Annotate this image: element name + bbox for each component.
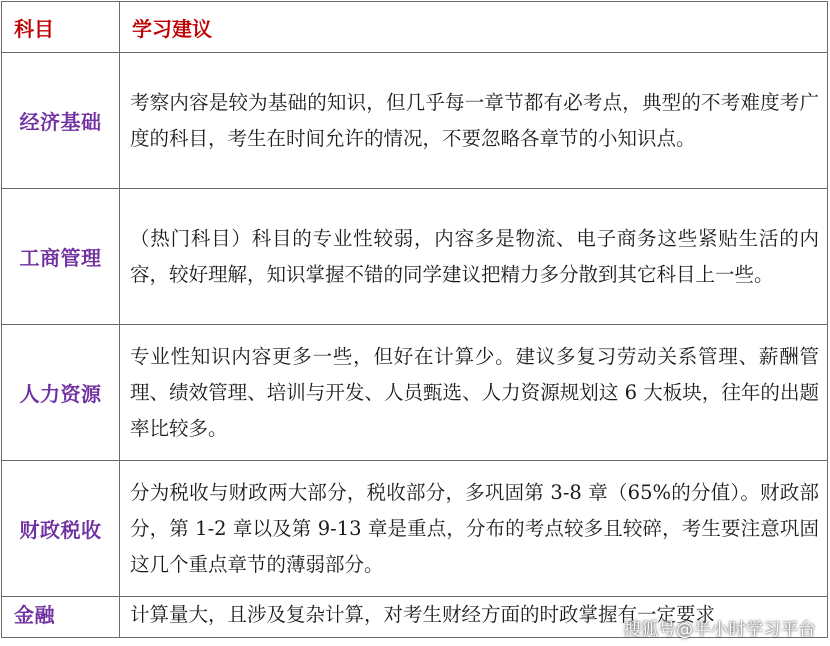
header-subject: 科目: [2, 2, 120, 53]
watermark: 搜狐号@半小时学习平台: [623, 620, 816, 640]
subject-cell: 财政税收: [2, 461, 120, 597]
subject-cell: 金融: [2, 597, 120, 638]
advice-cell: （热门科目）科目的专业性较弱，内容多是物流、电子商务这些紧贴生活的内容，较好理解，知识掌握不错的同学建议把精力多分散到其它科目上一些。: [120, 189, 828, 325]
table-header-row: [2, 2, 828, 53]
advice-cell: 考察内容是较为基础的知识，但几乎每一章节都有必考点，典型的不考难度考广度的科目，考生在时间允许的情况，不要忽略各章节的小知识点。: [120, 53, 828, 189]
table-row: [2, 53, 828, 189]
advice-cell: 分为税收与财政两大部分，税收部分，多巩固第 3-8 章（65%的分值）。财政部分，第 1-2 章以及第 9-13 章是重点，分布的考点较多且较碎，考生要注意巩固这几个重点章节的薄弱部分。: [120, 461, 828, 597]
table-row: [2, 189, 828, 325]
subject-cell: 经济基础: [2, 53, 120, 189]
advice-cell: 专业性知识内容更多一些，但好在计算少。建议多复习劳动关系管理、薪酬管理、绩效管理、培训与开发、人员甄选、人力资源规划这 6 大板块，往年的出题率比较多。: [120, 325, 828, 461]
study-advice-table: [1, 1, 828, 638]
advice-cell: 计算量大，且涉及复杂计算，对考生财经方面的时政掌握有一定要求: [120, 597, 828, 638]
subject-cell: 人力资源: [2, 325, 120, 461]
subject-cell: 工商管理: [2, 189, 120, 325]
table-row: [2, 325, 828, 461]
table-row: [2, 461, 828, 597]
header-advice: 学习建议: [120, 2, 828, 53]
